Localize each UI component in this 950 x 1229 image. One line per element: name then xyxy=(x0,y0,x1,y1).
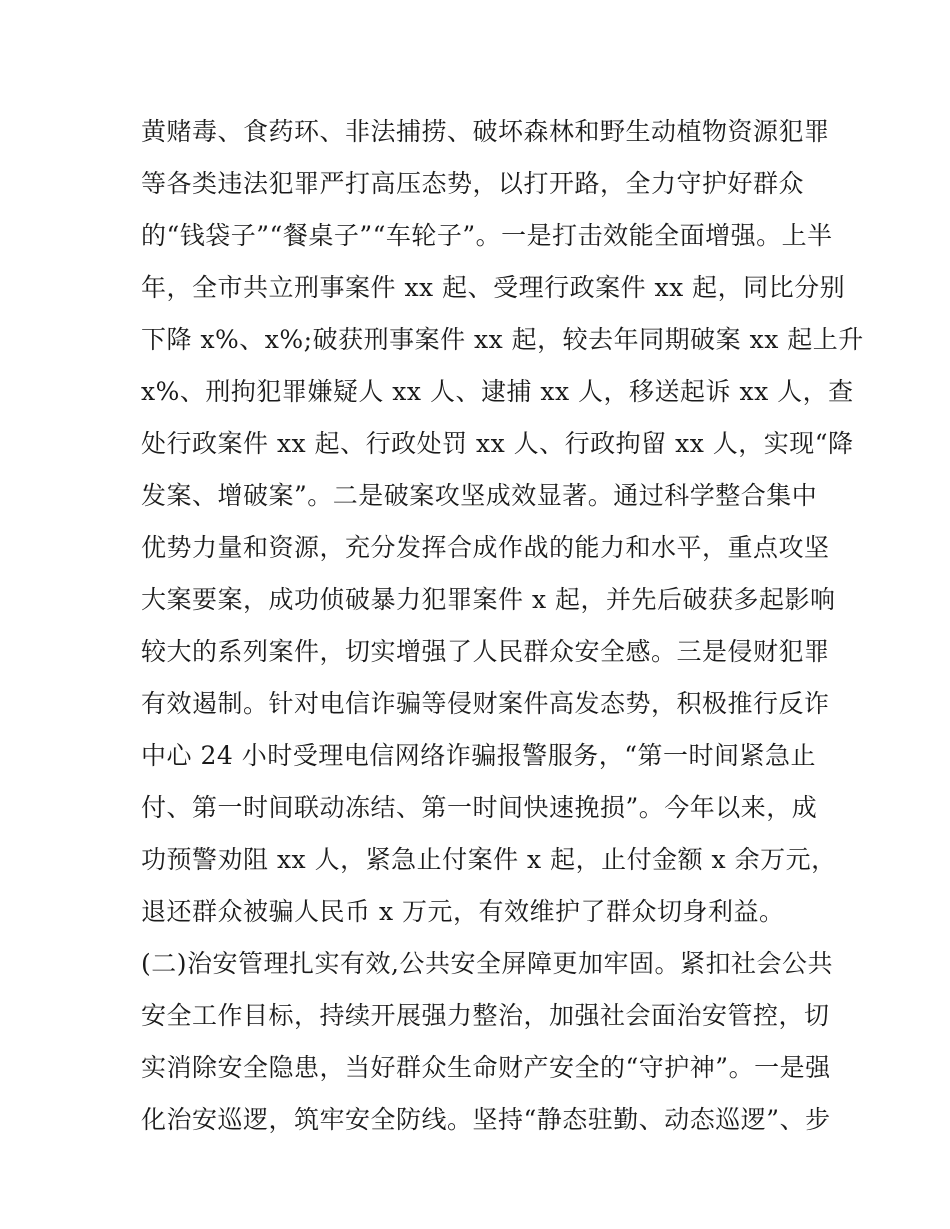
text-line: 的“钱袋子”“餐桌子”“车轮子”。一是打击效能全面增强。上半 xyxy=(141,221,833,250)
text-line: 功预警劝阻 xx 人，紧急止付案件 x 起，止付金额 x 余万元， xyxy=(141,845,837,874)
text-line: 化治安巡逻，筑牢安全防线。坚持“静态驻勤、动态巡逻”、步 xyxy=(141,1105,831,1134)
text-line: 安全工作目标，持续开展强力整治，加强社会面治安管控，切 xyxy=(141,1001,830,1030)
text-line: 付、第一时间联动冻结、第一时间快速挽损”。今年以来，成 xyxy=(141,793,818,822)
text-line: 大案要案，成功侦破暴力犯罪案件 x 起，并先后破获多起影响 xyxy=(141,585,836,614)
text-line: 退还群众被骗人民币 x 万元，有效维护了群众切身利益。 xyxy=(141,897,785,926)
text-line: 等各类违法犯罪严打高压态势，以打开路，全力守护好群众 xyxy=(141,169,805,198)
text-line: 中心 24 小时受理电信网络诈骗报警服务，“第一时间紧急止 xyxy=(141,741,816,770)
section-heading-line: (二)治安管理扎实有效,公共安全屏障更加牢固。紧扣社会公共 xyxy=(141,949,833,978)
text-line: 下降 x%、x%;破获刑事案件 xx 起，较去年同期破案 xx 起上升 xyxy=(141,325,864,354)
text-line: 优势力量和资源，充分发挥合成作战的能力和水平，重点攻坚 xyxy=(141,533,830,562)
text-line: 实消除安全隐患，当好群众生命财产安全的“守护神”。一是强 xyxy=(141,1053,831,1082)
text-line: 年，全市共立刑事案件 xx 起、受理行政案件 xx 起，同比分别 xyxy=(141,273,846,302)
text-line: 发案、增破案”。二是破案攻坚成效显著。通过科学整合集中 xyxy=(141,481,818,510)
text-line: 较大的系列案件，切实增强了人民群众安全感。三是侵财犯罪 xyxy=(141,637,830,666)
text-line: 处行政案件 xx 起、行政处罚 xx 人、行政拘留 xx 人，实现“降 xyxy=(141,429,854,458)
body-text xyxy=(141,106,864,1146)
text-line: 黄赌毒、食药环、非法捕捞、破坏森林和野生动植物资源犯罪 xyxy=(141,117,830,146)
text-line: x%、刑拘犯罪嫌疑人 xx 人、逮捕 xx 人，移送起诉 xx 人，查 xyxy=(141,377,854,406)
text-line: 有效遏制。针对电信诈骗等侵财案件高发态势，积极推行反诈 xyxy=(141,689,830,718)
